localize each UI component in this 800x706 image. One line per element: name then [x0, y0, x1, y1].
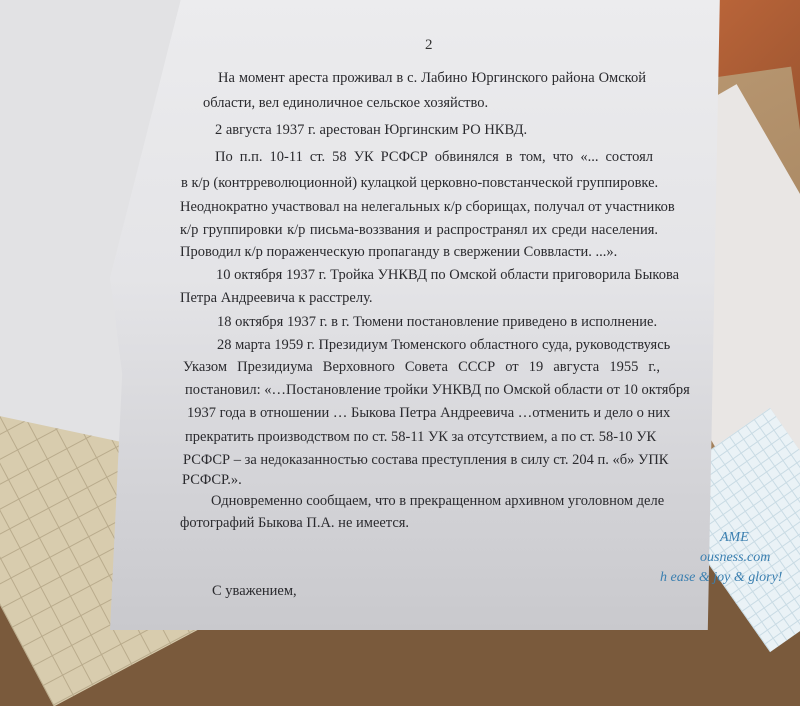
text-line: фотографий Быкова П.А. не имеется.: [180, 515, 410, 531]
text-line: По п.п. 10-11 ст. 58 УК РСФСР обвинялся в том, что «... состоял: [215, 149, 653, 165]
text-line: Проводил к/р пораженческую пропаганду в свержении Соввласти. ...».: [180, 244, 618, 260]
sticker-text: AME: [720, 530, 749, 545]
text-line: 1937 года в отношении … Быкова Петра Андреевича …отменить и дело о них: [187, 405, 671, 421]
text-line: РСФСР.».: [182, 472, 242, 488]
text-line: Указом Президиума Верховного Совета СССР от 19 августа 1955 г.,: [183, 359, 660, 375]
text-line: Одновременно сообщаем, что в прекращенном архивном уголовном деле: [211, 493, 665, 509]
text-line: 28 марта 1959 г. Президиум Тюменского областного суда, руководствуясь: [217, 337, 671, 353]
text-line: На момент ареста проживал в с. Лабино Юргинского района Омской: [218, 70, 646, 86]
text-line: Неоднократно участвовал на нелегальных к/р сборищах, получал от участников: [180, 199, 675, 215]
page-number: 2: [425, 37, 433, 53]
text-line: Петра Андреевича к расстрелу.: [180, 290, 373, 306]
text-line: 18 октября 1937 г. в г. Тюмени постановление приведено в исполнение.: [217, 314, 658, 330]
text-line: постановил: «…Постановление тройки УНКВД по Омской области от 10 октября: [185, 382, 690, 398]
text-line: РСФСР – за недоказанностью состава преступления в силу ст. 204 п. «б» УПК: [183, 452, 669, 468]
text-line: к/р группировки к/р письма-воззвания и распространял их среди населения.: [180, 222, 658, 238]
text-line: прекратить производством по ст. 58-11 УК за отсутствием, а по ст. 58-10 УК: [185, 429, 657, 445]
text-line: С уважением,: [212, 583, 297, 599]
sticker-text: ousness.com: [700, 550, 771, 565]
text-line: в к/р (контрреволюционной) кулацкой церковно-повстанческой группировке.: [181, 175, 659, 191]
sticker-text: h ease & joy & glory!: [660, 570, 783, 585]
text-line: области, вел единоличное сельское хозяйство.: [203, 95, 489, 111]
text-line: 2 августа 1937 г. арестован Юргинским РО НКВД.: [215, 122, 528, 138]
text-line: 10 октября 1937 г. Тройка УНКВД по Омской области приговорила Быкова: [216, 267, 680, 283]
